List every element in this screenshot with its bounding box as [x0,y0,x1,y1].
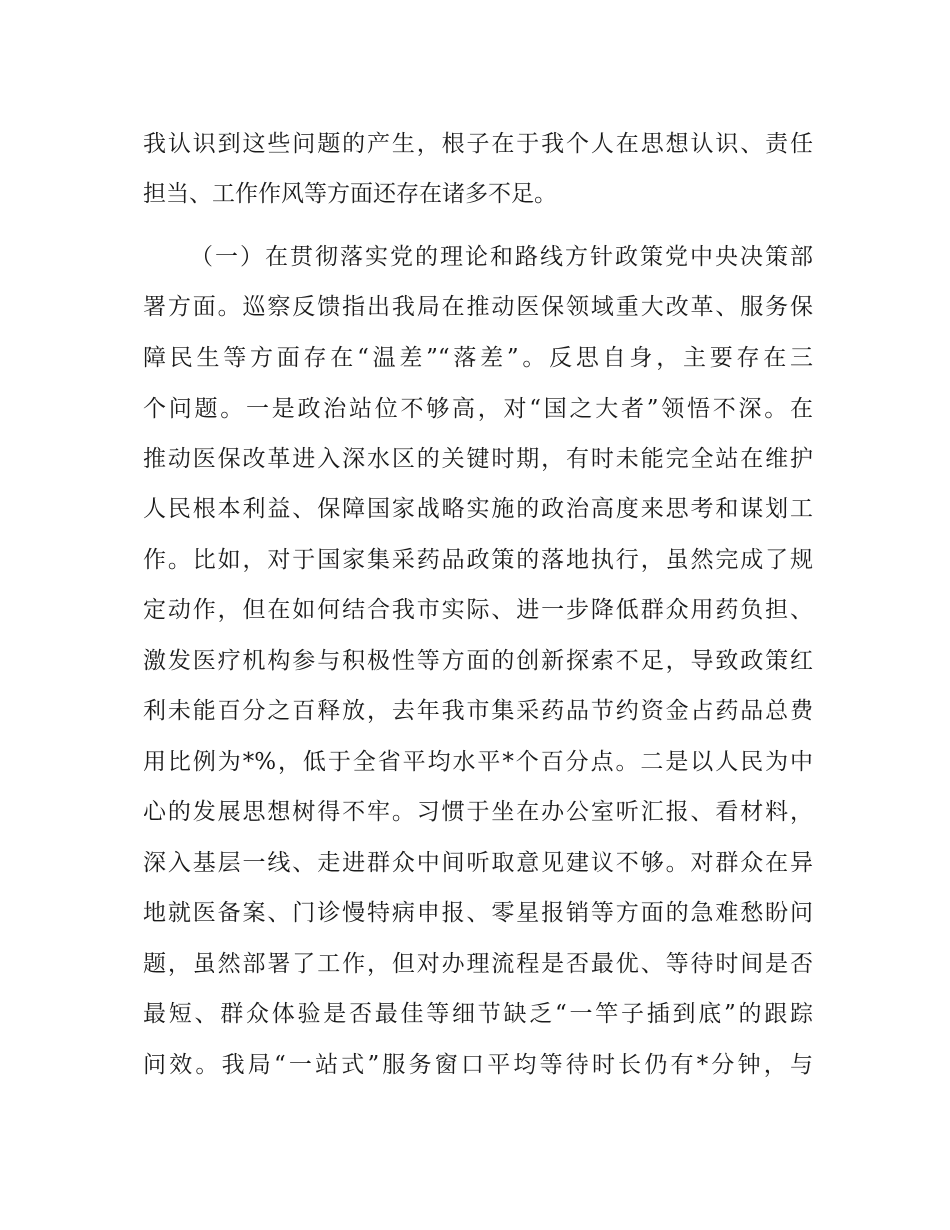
text-line: 作。比如，对于国家集采药品政策的落地执行，虽然完成了规 [143,547,813,573]
text-line: 用比例为*%，低于全省平均水平*个百分点。二是以人民为中 [143,749,813,775]
paragraph-heading-line: （一）在贯彻落实党的理论和路线方针政策党中央决策部 [190,244,813,270]
text-line: 障民生等方面存在“温差”“落差”。反思自身，主要存在三 [143,345,813,371]
text-line: 担当、工作作风等方面还存在诸多不足。 [143,181,557,207]
text-line: 激发医疗机构参与积极性等方面的创新探索不足，导致政策红 [143,648,813,674]
text-line: 署方面。巡察反馈指出我局在推动医保领域重大改革、服务保 [143,294,813,320]
text-line: 我认识到这些问题的产生，根子在于我个人在思想认识、责任 [143,131,813,157]
text-line: 深入基层一线、走进群众中间听取意见建议不够。对群众在异 [143,850,813,876]
text-line: 推动医保改革进入深水区的关键时期，有时未能完全站在维护 [143,446,813,472]
text-line: 定动作，但在如何结合我市实际、进一步降低群众用药负担、 [143,597,813,623]
text-line: 个问题。一是政治站位不够高，对“国之大者”领悟不深。在 [143,396,813,422]
text-line: 利未能百分之百释放，去年我市集采药品节约资金占药品总费 [143,698,813,724]
text-line: 人民根本利益、保障国家战略实施的政治高度来思考和谋划工 [143,496,813,522]
text-line: 最短、群众体验是否最佳等细节缺乏“一竿子插到底”的跟踪 [143,1001,813,1027]
text-line: 地就医备案、门诊慢特病申报、零星报销等方面的急难愁盼问 [143,900,813,926]
text-line: 心的发展思想树得不牢。习惯于坐在办公室听汇报、看材料， [143,799,813,825]
text-line: 题，虽然部署了工作，但对办理流程是否最优、等待时间是否 [143,951,813,977]
text-line: 问效。我局“一站式”服务窗口平均等待时长仍有*分钟，与 [143,1052,813,1078]
